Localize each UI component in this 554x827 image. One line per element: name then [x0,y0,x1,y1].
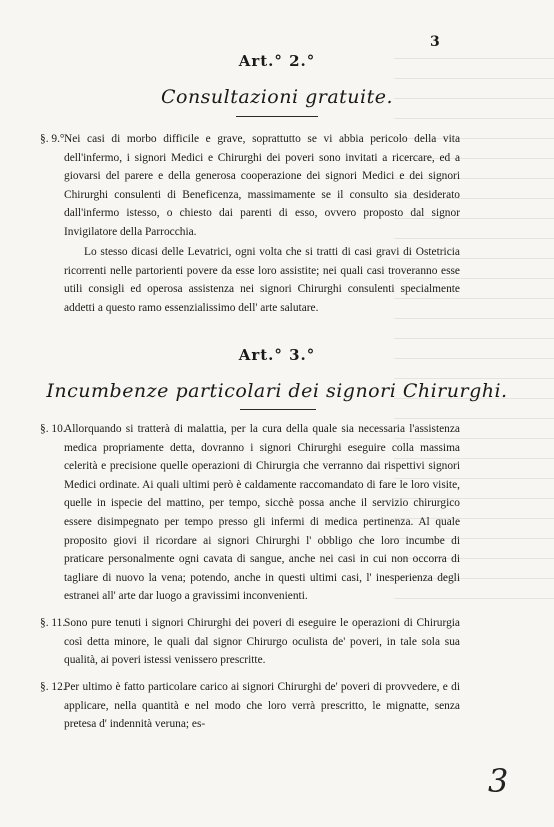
section-mark: §. 12. [40,681,66,693]
paragraph-text: Sono pure tenuti i signori Chirurghi dei poveri di eseguire le operazioni di Chirurgia così detta minore, le quali dal signor Chirurgo oculista de' poveri, in tale sola sua qualità, ai poveri istessi venissero prescritte. [64,617,460,667]
paragraph-text: Lo stesso dicasi delle Levatrici, ogni volta che si tratti di casi gravi di Ostetricia ricorrenti nelle partorienti povere da esse loro assistite; nei quali casi troveranno esse utili consigli ed operosa assistenza nei signori Chirurghi consulenti specialmente addetti a questo ramo essenzialissimo dell' arte salutare. [64,246,460,314]
paragraph-text: Per ultimo è fatto particolare carico ai signori Chirurghi de' poveri di provvedere, e di applicare, nella quantità e nel modo che loro verrà prescritto, le mignatte, senza pretesa d' indennità veruna; es- [64,681,460,731]
title-rule [240,409,316,410]
article-2-title: Consultazioni gratuite. [160,86,394,108]
article-3-heading: Art.° 3.° [238,346,316,364]
section-mark: §. 11. [40,617,66,629]
paragraph-text: Nei casi di morbo difficile e grave, soprattutto se vi abbia pericolo della vita dell'infermo, i signori Medici e Chirurghi dei poveri sono invitati a ricercare, ed a giovarsi del parere e della generosa cooperazione dei signori Medici e dei signori Chirurghi consulenti di Beneficenza, massimamente se il consulto sia desiderato dall'infermo istesso, o chiesto dai parenti di esso, ovvero proposto dal signor Invigilatore della Parrocchia. [64,133,460,238]
handwritten-page-number: 3 [488,762,509,800]
section-mark: §. 10. [40,423,66,435]
page-number: 3 [430,34,440,50]
section-mark: §. 9.° [40,133,65,145]
paragraph-12 [40,678,460,734]
article-3-title: Incumbenze particolari dei signori Chirurghi. [46,380,508,402]
paragraph-text: Allorquando si tratterà di malattia, per la cura della quale sia necessaria l'assistenza medica propriamente detta, dovranno i signori Chirurghi eseguire colla massima celerità e precisione quelle operazioni di Chirurgia che verranno dai rispettivi signori Medici ordinate. Ai quali ultimi però è caldamente raccomandato di fare le loro visite, quelle in ispecie del mattino, per tempo, sicchè possa anche il servizio chirurgico essere disimpegnato per tempo presso gli infermi di medica pertinenza. Al quale proposito giovi il ricordare ai signori Chirurghi l' obbligo che loro incumbe di praticare personalmente ogni cavata di sangue, anche nei casi in cui non occorra di tagliare di nuovo la vena; potendo, anche in questi ultimi casi, l' inesperienza degli estranei all' arte dar luogo a gravissimi inconvenienti. [64,423,460,603]
paragraph-levatrici [64,243,460,317]
article-2-heading: Art.° 2.° [238,52,316,70]
title-rule [236,116,318,117]
paragraph-10 [40,420,460,606]
paragraph-11 [40,614,460,670]
paragraph-9 [40,130,460,242]
